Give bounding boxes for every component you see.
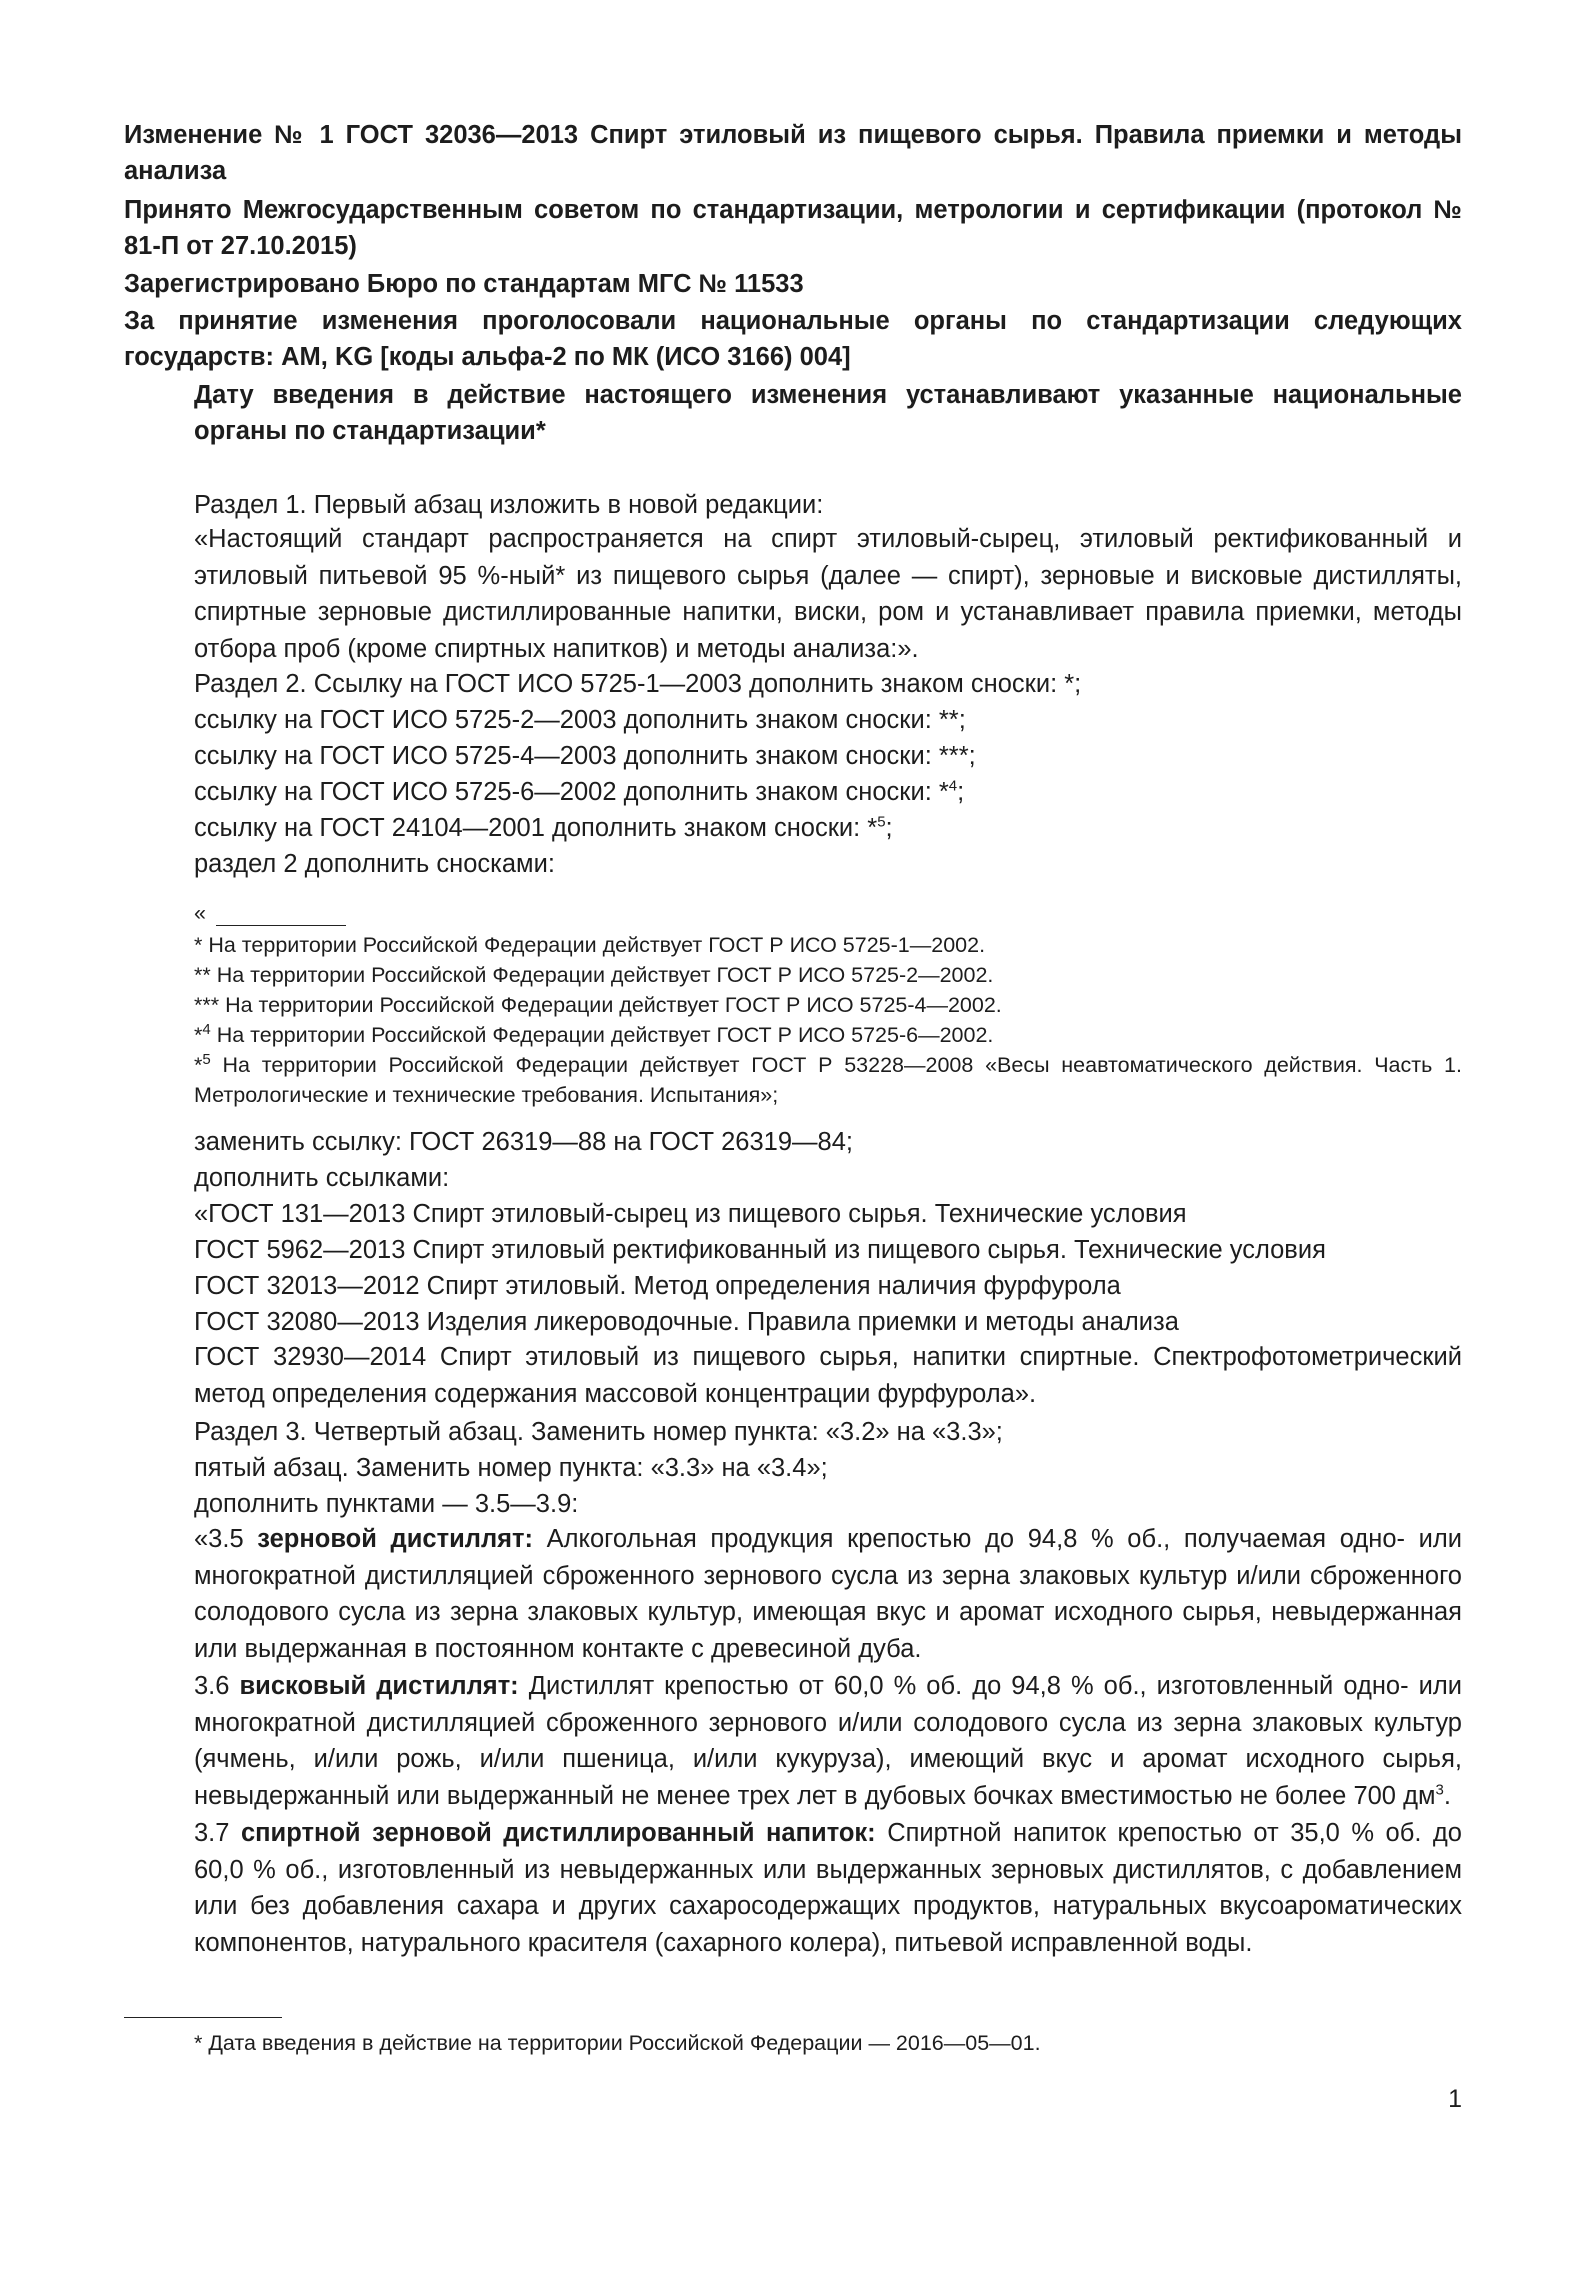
section-3-line-1: Раздел 3. Четвертый абзац. Заменить номер пункта: «3.2» на «3.3»; — [194, 1418, 1003, 1446]
inserted-footnote-1: * На территории Российской Федерации действует ГОСТ Р ИСО 5725-1—2002. — [194, 933, 986, 957]
inserted-footnote-5: *$^5$ На территории Российской Федерации действует ГОСТ Р 53228—2008 «Весы неавтоматического действия. Часть 1. Метрологические и технические требования. Испытания»; — [194, 1050, 1462, 1107]
footnote-block-open-quote: « — [194, 901, 206, 925]
page-footnote-separator — [124, 2017, 282, 2018]
add-references-line: дополнить ссылками: — [194, 1164, 450, 1192]
definition-3-7: 3.7 спиртной зерновой дистиллированный напиток: Спиртной напиток крепостью от 35,0 % об. до 60,0 % об., изготовленный из невыдержанных или выдержанных зерновых дистиллятов, с добавлением или без добавления сахара и других сахаросодержащих продуктов, натуральных вкусоароматических компонентов, натурального красителя (сахарного колера), питьевой исправленной воды. — [194, 1819, 1462, 1957]
section-1-intro: Раздел 1. Первый абзац изложить в новой редакции: — [194, 491, 824, 519]
definition-3-6: 3.6 висковый дистиллят: Дистиллят крепостью от 60,0 % об. до 94,8 % об., изготовленный одно- или многократной дистилляцией сброженного зернового и/или солодового сусла из зерна злаковых культур (ячмень, и/или рожь, и/или пшеница, и/или кукуруза), имеющий вкус и аромат исходного сырья, невыдержанный или выдержанный не менее трех лет в дубовых бочках вместимостью не более 700 $дм^3$. — [194, 1672, 1462, 1810]
page-number: 1 — [1448, 2085, 1462, 2113]
reference-gost-5962: ГОСТ 5962—2013 Спирт этиловый ректификованный из пищевого сырья. Технические условия — [194, 1236, 1326, 1264]
inserted-footnote-3: *** На территории Российской Федерации действует ГОСТ Р ИСО 5725-4—2002. — [194, 993, 1002, 1017]
section-2-line-2: ссылку на ГОСТ ИСО 5725-2—2003 дополнить знаком сноски: **; — [194, 706, 966, 734]
section-3-line-3: дополнить пунктами — 3.5—3.9: — [194, 1490, 579, 1518]
replace-reference-line: заменить ссылку: ГОСТ 26319—88 на ГОСТ 26319—84; — [194, 1128, 853, 1156]
term-grain-distilled-drink: спиртной зерновой дистиллированный напиток: — [240, 1819, 876, 1847]
term-whisky-distillate: висковый дистиллят: — [239, 1672, 519, 1700]
section-2-line-6: раздел 2 дополнить сносками: — [194, 850, 555, 878]
term-grain-distillate: зерновой дистиллят: — [257, 1525, 534, 1553]
reference-gost-32080: ГОСТ 32080—2013 Изделия ликероводочные. Правила приемки и методы анализа — [194, 1308, 1179, 1336]
section-1-quote: «Настоящий стандарт распространяется на спирт этиловый-сырец, этиловый ректификованный и этиловый питьевой 95 %-ный* из пищевого сырья (далее — спирт), зерновые и висковые дистилляты, спиртные зерновые дистиллированные напитки, виски, ром и устанавливает правила приемки, методы отбора проб (кроме спиртных напитков) и методы анализа:». — [194, 525, 1462, 663]
inserted-footnote-4: *$^4$ На территории Российской Федерации действует ГОСТ Р ИСО 5725-6—2002. — [194, 1020, 994, 1047]
footnote-separator — [216, 925, 346, 926]
section-2-line-1: Раздел 2. Ссылку на ГОСТ ИСО 5725-1—2003 дополнить знаком сноски: *; — [194, 670, 1082, 698]
voting-note: За принятие изменения проголосовали национальные органы по стандартизации следующих государств: AM, KG [коды альфа-2 по МК (ИСО 3166) 004] — [124, 307, 1462, 371]
section-2-line-4: ссылку на ГОСТ ИСО 5725-6—2002 дополнить знаком сноски: *$^4$; — [194, 777, 965, 806]
registration-note: Зарегистрировано Бюро по стандартам МГС № 11533 — [124, 270, 804, 298]
adoption-note: Принято Межгосударственным советом по стандартизации, метрологии и сертификации (протокол № 81-П от 27.10.2015) — [124, 196, 1462, 260]
section-2-line-5: ссылку на ГОСТ 24104—2001 дополнить знаком сноски: *$^5$; — [194, 813, 893, 842]
reference-gost-131: «ГОСТ 131—2013 Спирт этиловый-сырец из пищевого сырья. Технические условия — [194, 1200, 1187, 1228]
amendment-title: Изменение № 1 ГОСТ 32036—2013 Спирт этиловый из пищевого сырья. Правила приемки и методы анализа — [124, 121, 1462, 185]
effective-date-note: Дату введения в действие настоящего изменения устанавливают указанные национальные органы по стандартизации* — [194, 381, 1462, 445]
inserted-footnote-2: ** На территории Российской Федерации действует ГОСТ Р ИСО 5725-2—2002. — [194, 963, 994, 987]
section-3-line-2: пятый абзац. Заменить номер пункта: «3.3» на «3.4»; — [194, 1454, 828, 1482]
page-footnote: * Дата введения в действие на территории Российской Федерации — 2016—05—01. — [194, 2031, 1041, 2055]
definition-3-5: «3.5 зерновой дистиллят: Алкогольная продукция крепостью до 94,8 % об., получаемая одно- или многократной дистилляцией сброженного зернового сусла из зерна злаковых культур и/или сброженного солодового сусла из зерна злаковых культур, имеющая вкус и аромат исходного сырья, невыдержанная или выдержанная в постоянном контакте с древесиной дуба. — [194, 1525, 1462, 1663]
reference-gost-32930: ГОСТ 32930—2014 Спирт этиловый из пищевого сырья, напитки спиртные. Спектрофотометрический метод определения содержания массовой концентрации фурфурола». — [194, 1343, 1462, 1408]
reference-gost-32013: ГОСТ 32013—2012 Спирт этиловый. Метод определения наличия фурфурола — [194, 1272, 1121, 1300]
section-2-line-3: ссылку на ГОСТ ИСО 5725-4—2003 дополнить знаком сноски: ***; — [194, 742, 976, 770]
